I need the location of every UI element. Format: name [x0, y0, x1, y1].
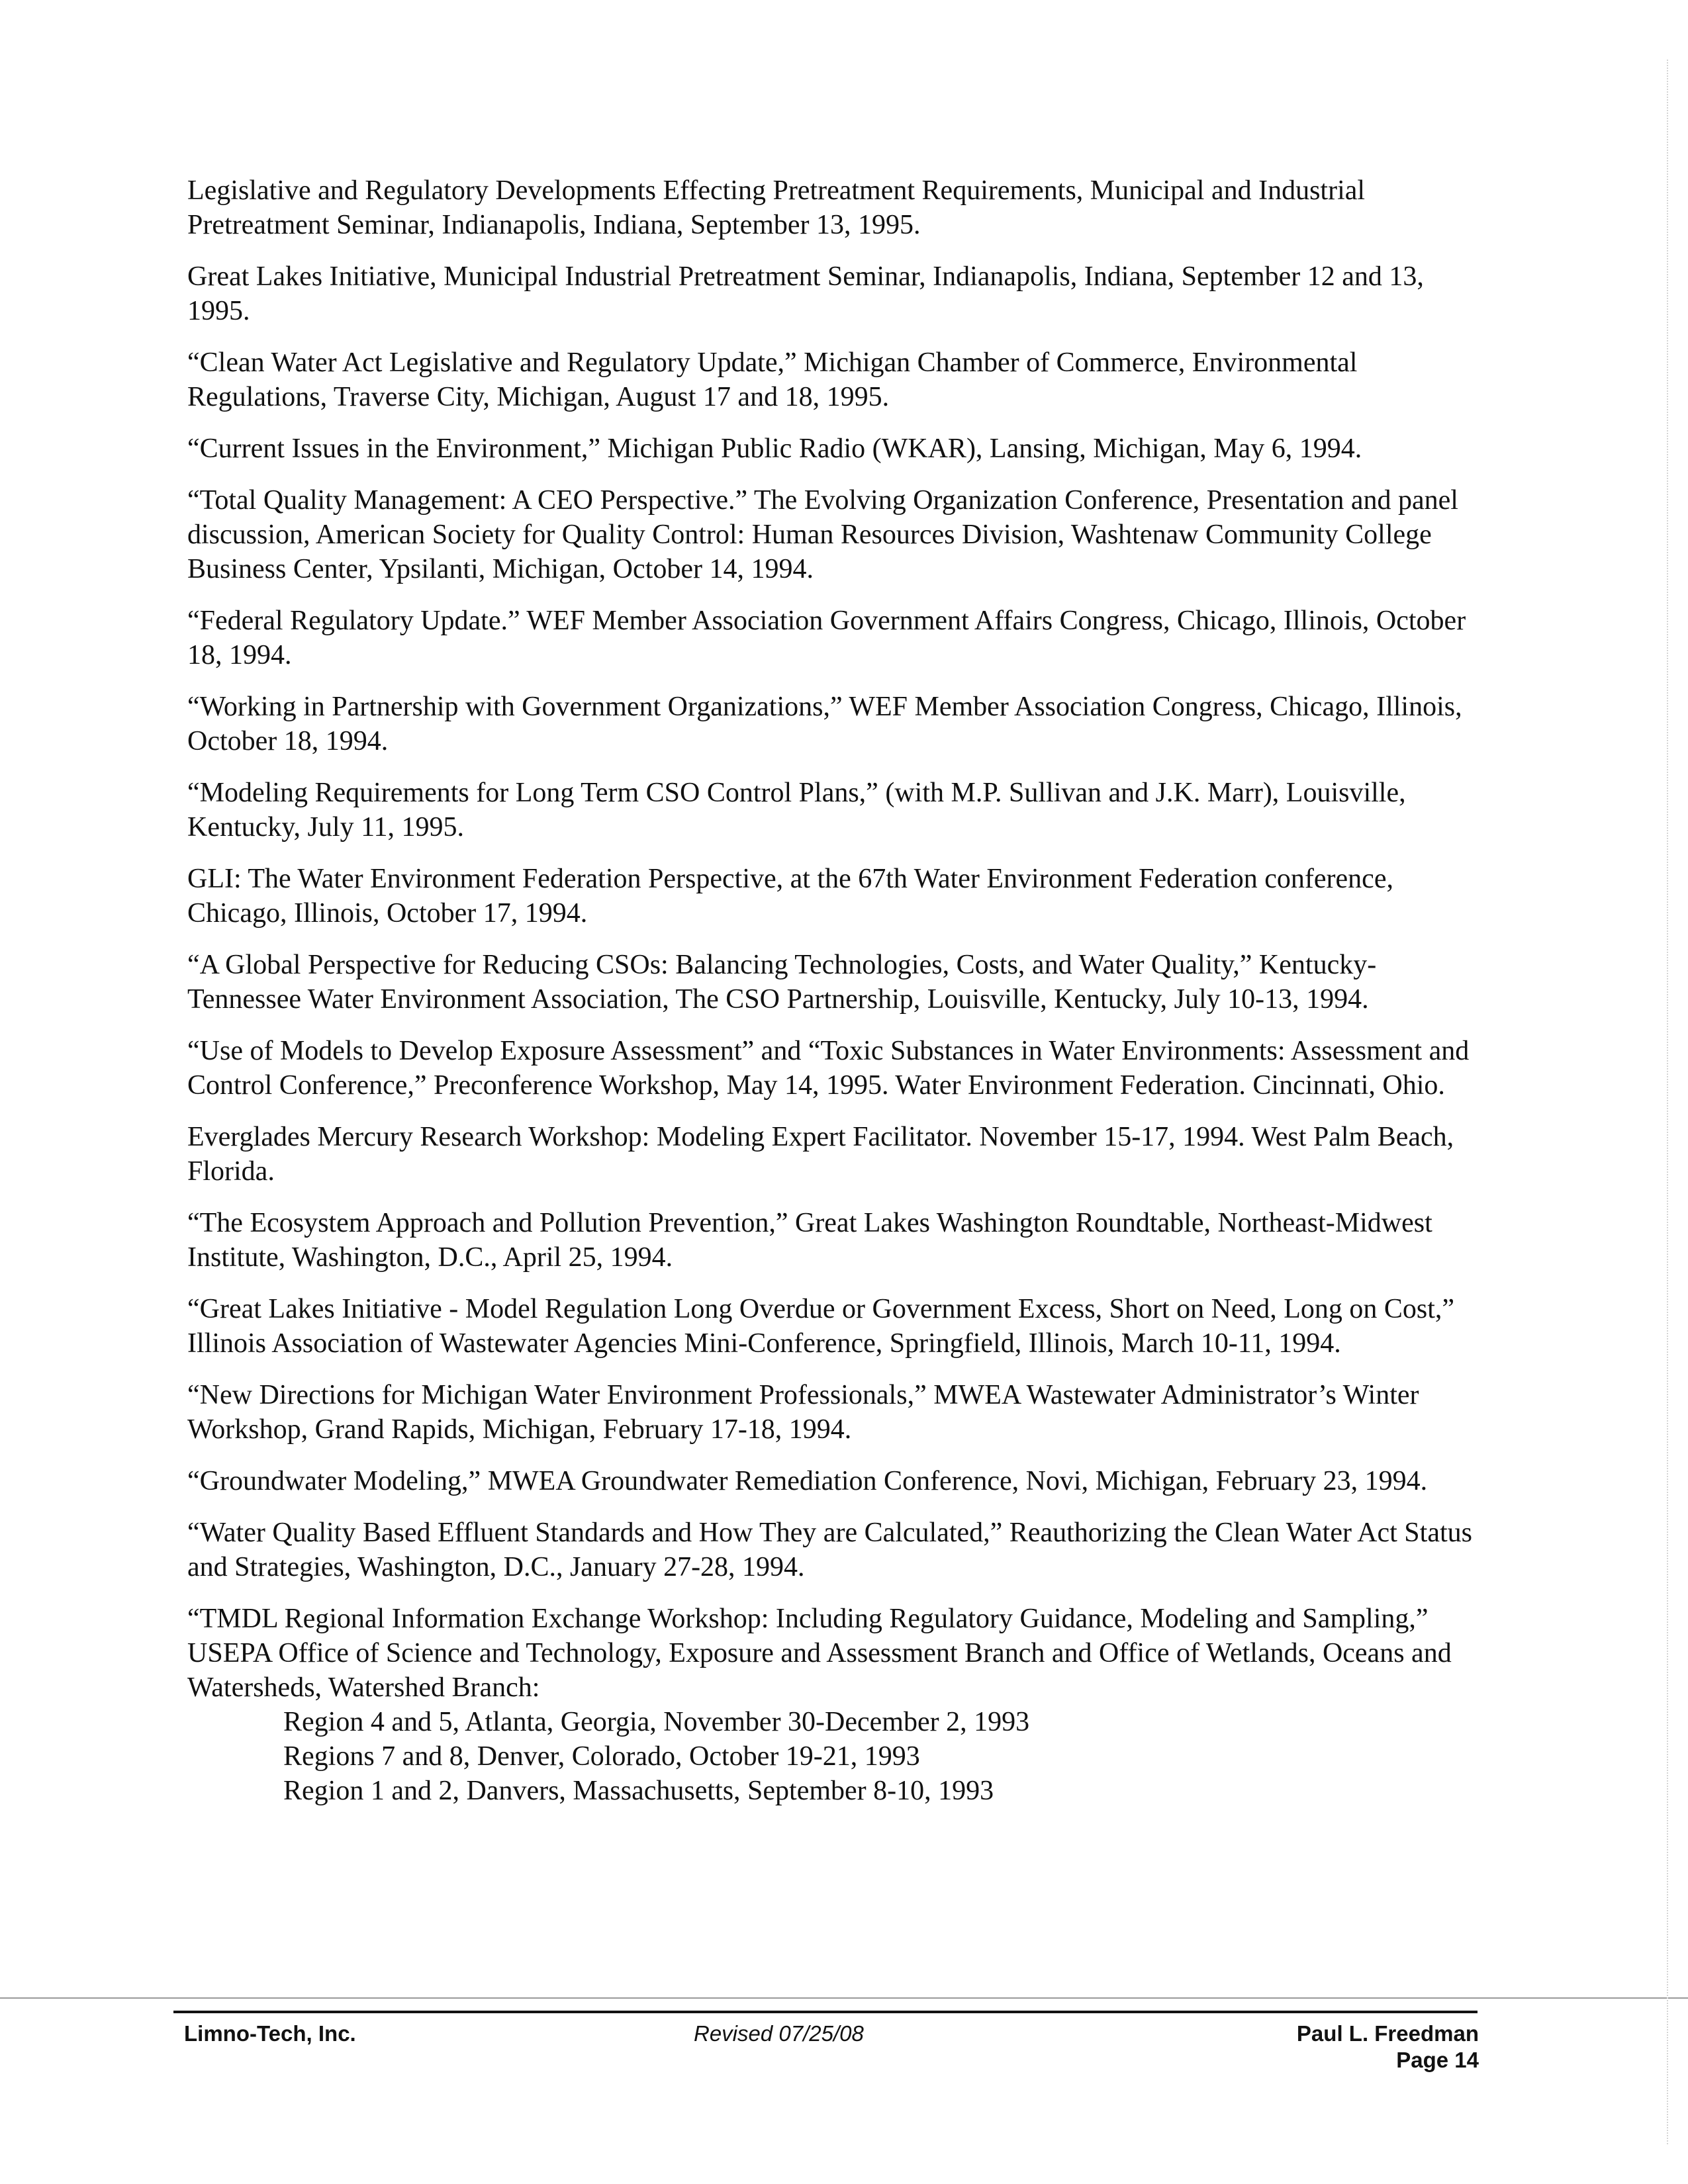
presentation-entry: Legislative and Regulatory Developments Effecting Pretreatment Requirements, Municipal and Industrial Pretreatment Seminar, Indianapolis, Indiana, September 13, 1995. — [187, 175, 1366, 240]
tmdl-session-item: Region 4 and 5, Atlanta, Georgia, November 30-December 2, 1993 — [283, 1707, 1030, 1737]
footer-author: Paul L. Freedman — [1296, 2021, 1479, 2046]
presentation-entry: “Great Lakes Initiative - Model Regulation Long Overdue or Government Excess, Short on Need, Long on Cost,” Illinois Association of Wastewater Agencies Mini-Conference, Springfield, Illinois, March 10-11, 1994. — [187, 1294, 1455, 1359]
footer-author-block — [1297, 2021, 1479, 2073]
page-footer — [184, 2021, 1479, 2080]
tmdl-session-list — [187, 1705, 1485, 1808]
footer-page-number: Page 14 — [1396, 2048, 1479, 2072]
presentation-entry: “TMDL Regional Information Exchange Workshop: Including Regulatory Guidance, Modeling and Sampling,” USEPA Office of Science and Technology, Exposure and Assessment Branch and Office of Wetlands, Oceans and Watersheds, Watershed Branch: — [187, 1604, 1452, 1703]
tmdl-session-item: Regions 7 and 8, Denver, Colorado, October 19-21, 1993 — [283, 1741, 920, 1772]
footer-revised-date: Revised 07/25/08 — [694, 2021, 864, 2046]
scan-divider — [0, 1997, 1688, 1999]
presentation-entry: Great Lakes Initiative, Municipal Industrial Pretreatment Seminar, Indianapolis, Indiana, September 12 and 13, 1995. — [187, 261, 1424, 326]
presentation-entry: “New Directions for Michigan Water Environment Professionals,” MWEA Wastewater Administrator’s Winter Workshop, Grand Rapids, Michigan, February 17-18, 1994. — [187, 1380, 1419, 1445]
presentation-entry: “Clean Water Act Legislative and Regulatory Update,” Michigan Chamber of Commerce, Environmental Regulations, Traverse City, Michigan, August 17 and 18, 1995. — [187, 347, 1358, 412]
presentation-entry: “The Ecosystem Approach and Pollution Prevention,” Great Lakes Washington Roundtable, Northeast-Midwest Institute, Washington, D.C., April 25, 1994. — [187, 1208, 1432, 1273]
presentation-entry: “Groundwater Modeling,” MWEA Groundwater Remediation Conference, Novi, Michigan, February 23, 1994. — [187, 1466, 1428, 1496]
presentation-entry: “Current Issues in the Environment,” Michigan Public Radio (WKAR), Lansing, Michigan, May 6, 1994. — [187, 433, 1362, 464]
presentation-entry: “A Global Perspective for Reducing CSOs: Balancing Technologies, Costs, and Water Quality,” Kentucky-Tennessee Water Environment Association, The CSO Partnership, Louisville, Kentucky, July 10-13, 1994. — [187, 950, 1377, 1015]
scan-margin-specks — [1667, 60, 1670, 2144]
presentation-entry: “Modeling Requirements for Long Term CSO Control Plans,” (with M.P. Sullivan and J.K. Marr), Louisville, Kentucky, July 11, 1995. — [187, 778, 1406, 842]
presentation-entry: “Water Quality Based Effluent Standards and How They are Calculated,” Reauthorizing the Clean Water Act Status and Strategies, Washington, D.C., January 27-28, 1994. — [187, 1518, 1472, 1582]
presentation-entry: “Total Quality Management: A CEO Perspective.” The Evolving Organization Conference, Presentation and panel discussion, American Society for Quality Control: Human Resources Division, Washtenaw Community College Business Center, Ypsilanti, Michigan, October 14, 1994. — [187, 485, 1458, 584]
presentation-entry: Everglades Mercury Research Workshop: Modeling Expert Facilitator. November 15-17, 1994. West Palm Beach, Florida. — [187, 1122, 1454, 1187]
tmdl-session-item: Region 1 and 2, Danvers, Massachusetts, September 8-10, 1993 — [283, 1776, 994, 1806]
presentation-entry: “Use of Models to Develop Exposure Assessment” and “Toxic Substances in Water Environments: Assessment and Control Conference,” Preconference Workshop, May 14, 1995. Water Environment Federation. Cincinnati, Ohio. — [187, 1036, 1470, 1101]
presentation-entry: GLI: The Water Environment Federation Perspective, at the 67th Water Environment Federation conference, Chicago, Illinois, October 17, 1994. — [187, 864, 1393, 929]
footer-rule — [173, 2011, 1477, 2013]
page-body — [187, 173, 1485, 1808]
footer-company: Limno-Tech, Inc. — [184, 2021, 356, 2046]
presentation-entry: “Federal Regulatory Update.” WEF Member Association Government Affairs Congress, Chicago, Illinois, October 18, 1994. — [187, 606, 1466, 670]
presentation-entry: “Working in Partnership with Government Organizations,” WEF Member Association Congress, Chicago, Illinois, October 18, 1994. — [187, 692, 1462, 756]
